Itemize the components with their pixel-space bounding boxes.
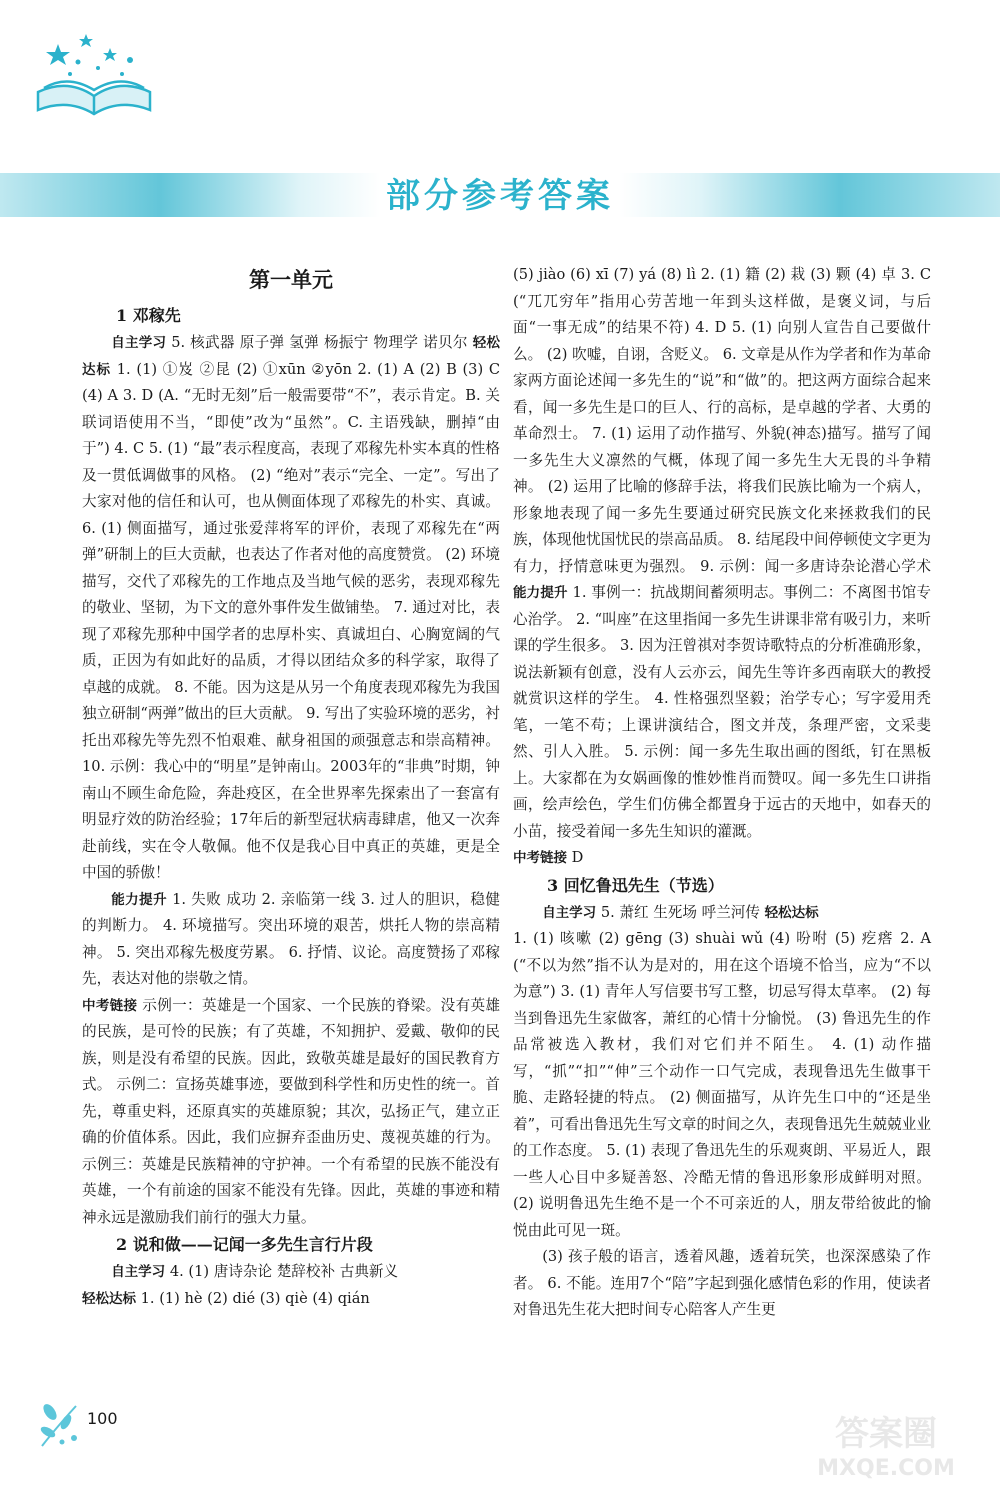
- book-stars-icon: [30, 30, 160, 120]
- answer-text: 4. (1) 唐诗杂论 楚辞校补 古典新义: [165, 1263, 399, 1280]
- page-number: 100: [87, 1409, 118, 1428]
- answer-text: 1. (1) hè (2) dié (3) qiè (4) qián: [136, 1289, 370, 1307]
- watermark-line2: MXQE.COM: [817, 1456, 955, 1481]
- answer-paragraph: [82, 1259, 500, 1286]
- lesson-title-2: 2 说和做——记闻一多先生言行片段: [116, 1235, 373, 1254]
- answer-text: 1. (1) ①岌 ②昆 (2) ①xūn ②yōn 2. (1) A (2) B (3) C (4) A 3. D (A. “无时无刻”后一般需要带“不”，表示肯定。B. 关联词语使用不当，“即使”改为“虽然”。C. 主语残缺，删掉“由于”) 4. C 5. (1) “最”表示程度高，表现了邓稼先朴实本真的性格及一贯低调做事的风格。 (2) “绝对”表示“完全、一定”。写出了大家对他的信任和认可，也从侧面体现了邓稼先的朴实、真诚。 6. (1) 侧面描写，通过张爱萍将军的评价，表现了邓稼先在“两弹”研制上的巨大贡献，也表达了作者对他的高度赞赏。 (2) 环境描写，交代了邓稼先的工作地点及当地气候的恶劣，表现邓稼先的敬业、坚韧，为下文的意外事件发生做铺垫。 7. 通过对比，表现了邓稼先那种中国学者的忠厚朴实、真诚坦白、心胸宽阔的气质，正因为有如此好的品质，才得以团结众多的科学家，取得了卓越的成就。 8. 不能。因为这是从另一个角度表现邓稼先为我国独立研制“两弹”做出的巨大贡献。 9. 写出了实验环境的恶劣，衬托出邓稼先等先烈不怕艰难、献身祖国的顽强意志和崇高精神。 10. 示例：我心中的“明星”是钟南山。2003年的“非典”时期，钟南山不顾生命危险，奔赴疫区，在全世界率先探索出了一套富有明显疗效的防治经验；17年后的新型冠状病毒肆虐，他又一次奔赴前线，实在令人敬佩。他不仅是我心目中真正的英雄，更是全中国的骄傲！: [82, 360, 501, 881]
- section-label: 轻松达标: [82, 335, 500, 378]
- right-column: [513, 262, 931, 1324]
- page-title: 部分参考答案: [386, 176, 614, 216]
- lesson-title-1: 1 邓稼先: [116, 306, 181, 325]
- answer-text: 示例一：英雄是一个国家、一个民族的脊梁。没有英雄的民族，是可怜的民族；有了英雄，不知拥护、爱戴、敬仰的民族，则是没有希望的民族。因此，致敬英雄是最好的国民教育方式。 示例二：宣扬英雄事迹，要做到科学性和历史性的统一。首先，尊重史料，还原真实的英雄原貌；其次，弘扬正气，建立正确的价值体系。因此，我们应摒弃歪曲历史、蔑视英雄的行为。 示例三：英雄是民族精神的守护神。一个有希望的民族不能没有英雄，一个有前途的国家不能没有先锋。因此，英雄的事迹和精神永远是激励我们前行的强大力量。: [82, 996, 500, 1226]
- answer-text: D: [567, 849, 584, 866]
- section-label: 能力提升: [513, 585, 568, 601]
- section-label: 轻松达标: [82, 1290, 136, 1307]
- section-label: 能力提升: [111, 891, 168, 908]
- left-column: [82, 262, 500, 1312]
- answer-text: 5. 萧红 生死场 呼兰河传: [596, 903, 765, 921]
- answer-paragraph: [82, 887, 500, 993]
- answer-paragraph: [82, 993, 500, 1232]
- section-label: 自主学习: [111, 1264, 166, 1280]
- section-label: 轻松达标: [764, 904, 819, 921]
- answer-paragraph: [513, 1244, 931, 1324]
- answer-text: 5. 核武器 原子弹 氢弹 杨振宁 物理学 诺贝尔: [166, 334, 473, 351]
- answer-paragraph: [513, 926, 931, 1244]
- answer-paragraph: [513, 845, 931, 872]
- section-label: 自主学习: [542, 904, 597, 921]
- answer-text: (5) jiào (6) xī (7) yá (8) lì 2. (1) 籍 (2) 栽 (3) 颗 (4) 卓 3. C (“兀兀穷年”指用心劳苦地一年到头这样做，是褒义词，与后面“一事无成”的结果不符) 4. D 5. (1) 向别人宣告自己要做什么。 (2) 吹嘘，自诩，含贬义。 6. 文章是从作为学者和作为革命家两方面论述闻一多先生的“说”和“做”的。把这两方面综合起来看，闻一多先生是口的巨人、行的高标，是卓越的学者、大勇的革命烈士。 7. (1) 运用了动作描写、外貌(神态)描写。描写了闻一多先生大义凛然的气概，体现了闻一多先生大无畏的斗争精神。 (2) 运用了比喻的修辞手法，将我们民族比喻为一个病人，形象地表现了闻一多先生要通过研究民族文化来拯救我们的民族，体现他忧国忧民的崇高品质。 8. 结尾段中间停顿使文字更为有力，抒情意味更为强烈。 9. 示例：闻一多唐诗杂论潜心学术: [513, 266, 931, 575]
- section-label: 中考链接: [82, 997, 138, 1014]
- section-label: 中考链接: [513, 850, 567, 866]
- answer-paragraph: [513, 262, 931, 845]
- answer-paragraph: [513, 900, 931, 927]
- answer-text: 1. 失败 成功 2. 亲临第一线 3. 过人的胆识，稳健的判断力。 4. 环境描写。突出环境的艰苦，烘托人物的崇高精神。 5. 突出邓稼先极度劳累。 6. 抒情、议论。高度赞扬了邓稼先，表达对他的崇敬之情。: [82, 890, 501, 987]
- watermark-line1: 答案圈: [835, 1414, 937, 1454]
- leaf-sprig-icon: [36, 1398, 88, 1450]
- watermark-logo: [786, 1407, 986, 1482]
- lesson-title-3: 3 回忆鲁迅先生（节选）: [547, 875, 724, 895]
- answer-paragraph: [82, 330, 500, 887]
- answer-text: (3) 孩子般的语言，透着风趣，透着玩笑，也深深感染了作者。 6. 不能。连用7个“陪”字起到强化感情色彩的作用，使读者对鲁迅先生花大把时间专心陪客人产生更: [513, 1248, 931, 1318]
- section-label: 自主学习: [111, 335, 167, 351]
- answer-text: 1. 事例一：抗战期间蓄须明志。事例二：不离图书馆专心治学。 2. “叫座”在这里指闻一多先生讲课非常有吸引力，来听课的学生很多。 3. 因为汪曾祺对李贺诗歌特点的分析准确形象，说法新颖有创意，没有人云亦云，闻先生等许多西南联大的教授就赏识这样的学生。 4. 性格强烈坚毅；治学专心；写字爱用秃笔，一笔不苟；上课讲演结合，图文并茂，条理严密，文采斐然、引人入胜。 5. 示例：闻一多先生取出画的图纸，钉在黑板上。大家都在为女娲画像的惟妙惟肖而赞叹。闻一多先生口讲指画，绘声绘色，学生们仿佛全都置身于远古的天地中，如春天的小苗，接受着闻一多先生知识的灌溉。: [513, 584, 931, 840]
- answer-text: 1. (1) 咳嗽 (2) gēng (3) shuài wǔ (4) 吩咐 (5) 疙瘩 2. A (“不以为然”指不认为是对的，用在这个语境不恰当，应为“不以为意”) 3. (1) 青年人写信要书写工整，切忌写得太草率。 (2) 每当到鲁迅先生家做客，萧红的心情十分愉悦。 (3) 鲁迅先生的作品常被选入教材，我们对它们并不陌生。 4. (1) 动作描写，“抓”“扣”“伸”三个动作一口气完成，表现鲁迅先生做事干脆、走路轻捷的特点。 (2) 侧面描写，从许先生口中的“还是坐着”，可看出鲁迅先生写文章的时间之久，表现鲁迅先生兢兢业业的工作态度。 5. (1) 表现了鲁迅先生的乐观爽朗、平易近人，跟一些人心目中多疑善怒、冷酷无情的鲁迅形象形成鲜明对照。 (2) 说明鲁迅先生绝不是一个不可亲近的人，朋友带给彼此的愉悦由此可见一斑。: [513, 930, 931, 1239]
- unit-title: 第一单元: [249, 267, 333, 292]
- answer-paragraph: [82, 1286, 500, 1313]
